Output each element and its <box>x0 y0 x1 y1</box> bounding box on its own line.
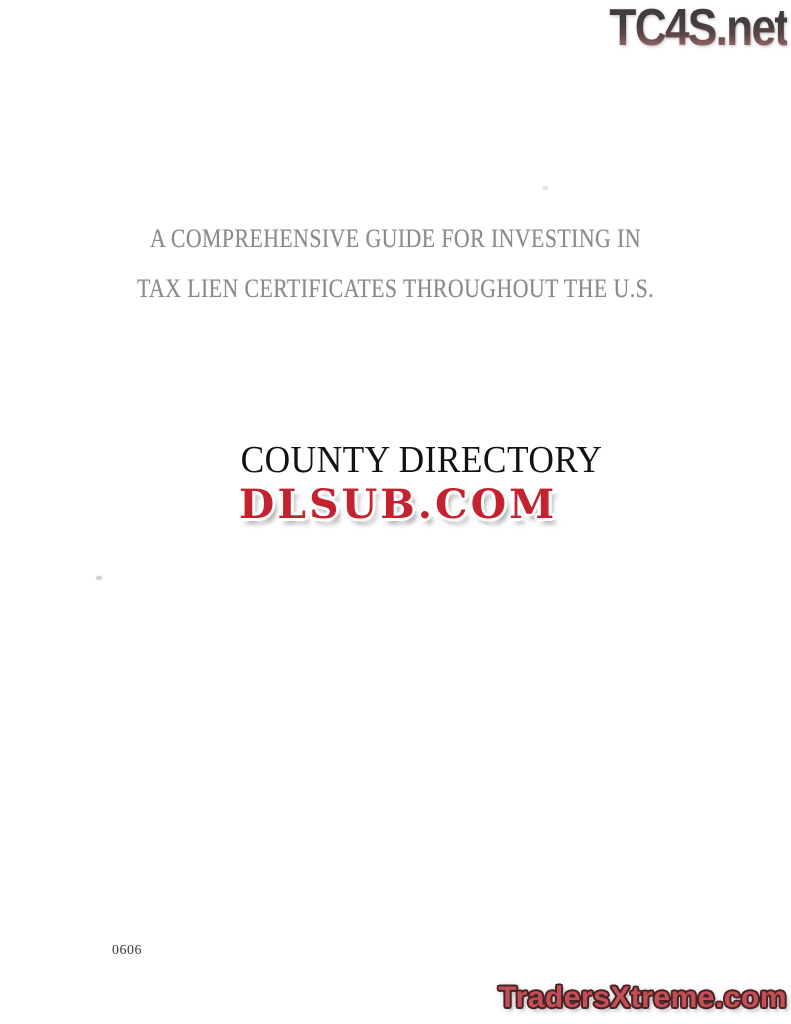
headline-line-1: A COMPREHENSIVE GUIDE FOR INVESTING IN <box>150 224 641 253</box>
page-code: 0606 <box>112 943 142 958</box>
headline-line-2: TAX LIEN CERTIFICATES THROUGHOUT THE U.S. <box>136 274 655 303</box>
page-title: COUNTY DIRECTORY <box>240 439 603 481</box>
tradersxtreme-watermark-logo: TradersXtreme.com <box>498 981 787 1014</box>
tc4s-watermark-logo: TC4S.net <box>609 0 787 57</box>
scan-smudge-mark <box>96 576 102 580</box>
scan-smudge-mark <box>542 186 549 190</box>
dlsub-watermark-logo: DLSUB.COM <box>239 481 558 528</box>
headline <box>0 214 791 314</box>
dlsub-watermark-wrap <box>3 481 791 529</box>
